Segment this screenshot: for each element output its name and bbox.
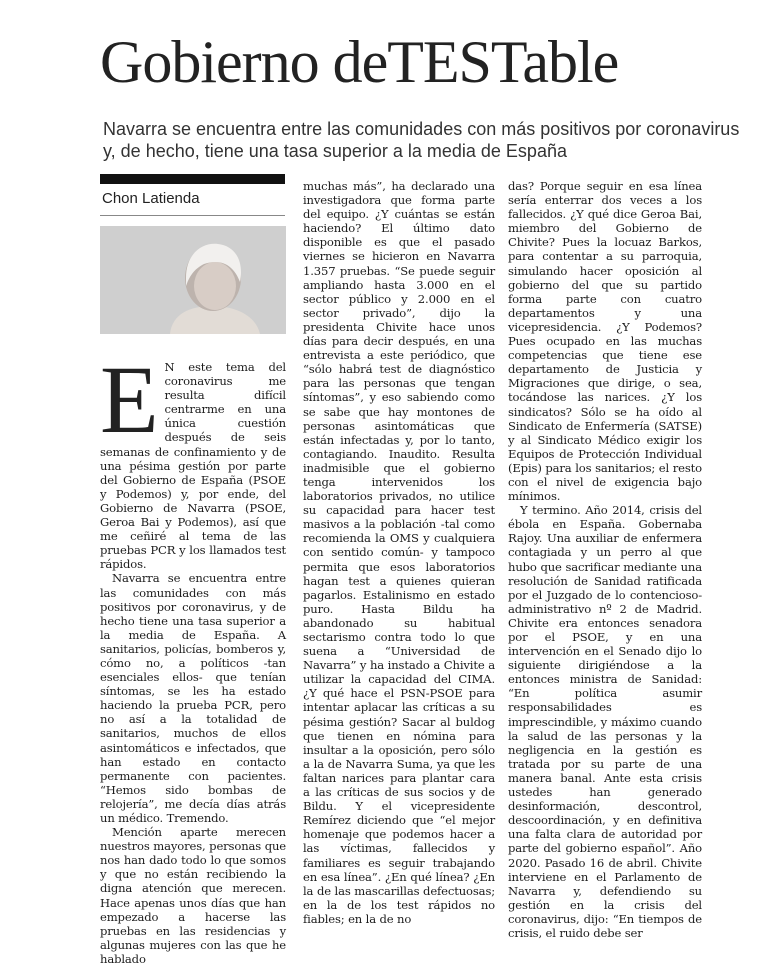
- subhead: Navarra se encuentra entre las comunidades con más positivos por coronavirus y, de hecho, tiene una tasa superior a la media de España: [103, 119, 740, 161]
- author-portrait-icon: [100, 226, 286, 334]
- paragraph: Y termino. Año 2014, crisis del ébola en España. Gobernaba Rajoy. Una auxiliar de enfermera contagiada y un perro al que hubo que sacrificar mediante una resolución de Sanidad ratificada por el Juzgado de lo contencioso-administrativo nº 2 de Madrid. Chivite era entonces senadora por el PSOE, y en una intervención en el Senado dijo lo siguiente dirigiéndose a la entonces ministra de Sanidad: “En política asumir responsabilidades es imprescindible, y máximo cuando la salud de las personas y la negligencia en la gestión es tratada por su parte de una manera banal. Ante esta crisis ustedes han generado desinformación, descontrol, descoordinación, y en definitiva una falta clara de autoridad por parte del gobierno español”. Año 2020. Pasado 16 de abril. Chivite interviene en el Parlamento de Navarra y, defendiendo su gestión en la crisis del coronavirus, dijo: “En tiempos de crisis, el ruido debe ser: [508, 503, 702, 940]
- dropcap: E: [100, 346, 159, 453]
- headline: Gobierno deTESTable: [100, 29, 619, 95]
- paragraph: Mención aparte merecen nuestros mayores, personas que nos han dado todo lo que somos y que no están recibiendo la digna atención que merecen. Hace apenas unos días que han empezado a hacerse las pruebas en las residencias y algunas mujeres con las que he hablado: [100, 825, 286, 966]
- paragraph: N este tema del coronavirus me resulta difícil centrarme en una única cuestión después de seis semanas de confinamiento y de una pésima gestión por parte del Gobierno de España (PSOE y Podemos) y, por ende, del Gobierno de Navarra (PSOE, Geroa Bai y Podemos), así que me ceñiré al tema de las pruebas PCR y los llamados test rápidos.: [100, 360, 286, 572]
- article-column-3: [508, 179, 702, 940]
- paragraph: Navarra se encuentra entre las comunidades con más positivos por coronavirus, y de hecho tiene una tasa superior a la media de España. A sanitarios, policías, bomberos y, cómo no, a políticos -tan esenciales ellos- que tenían síntomas, se les ha estado haciendo la prueba PCR, pero no así a la totalidad de sanitarios, muchos de ellos asintomáticos e infectados, que han estado en contacto permanente con pacientes. “Hemos sido bombas de relojería”, me decía días atrás un médico. Tremendo.: [100, 571, 286, 825]
- byline-divider: [100, 215, 285, 216]
- paragraph: das? Porque seguir en esa línea sería enterrar dos veces a los fallecidos. ¿Y qué dice Geroa Bai, miembro del Gobierno de Chivite? Pues la locuaz Barkos, para contentar a su parroquia, simulando hacer oposición al gobierno del que su partido forma parte con cuatro departamentos y una vicepresidencia. ¿Y Podemos? Pues ocupado en las muchas competencias que tiene ese departamento de Justicia y Migraciones que dirige, o sea, tocándose las narices. ¿Y los sindicatos? Sólo se ha oído al Sindicato de Enfermería (SATSE) y al Sindicato Médico exigir los Equipos de Protección Individual (Epis) para los sanitarios; el resto con el nivel de exigencia bajo mínimos.: [508, 179, 702, 504]
- article-column-2: [303, 179, 495, 926]
- paragraph: muchas más”, ha declarado una investigadora que forma parte del equipo. ¿Y cuántas se están haciendo? El último dato disponible es que el pasado viernes se hicieron en Navarra 1.357 pruebas. “Se puede seguir ampliando hasta 3.000 en el sector público y 2.000 en el sector privado”, dijo la presidenta Chivite hace unos días para decir después, en una entrevista a este periódico, que “sólo habrá test de diagnóstico para las personas que tengan síntomas”, y eso sabiendo como se sabe que hay montones de personas asintomáticas que están infectadas y, por lo tanto, contagiando. Inaudito. Resulta inadmisible que el gobierno tenga intervenidos los laboratorios privados, no utilice su capacidad para hacer test masivos a la población -tal como recomienda la OMS y cualquiera con sentido común- y tampoco permita que esos laboratorios hagan test a quienes quieran pagarlos. Estalinismo en estado puro. Hasta Bildu ha abandonado su habitual sectarismo contra todo lo que suena a “Universidad de Navarra” y ha instado a Chivite a utilizar la capacidad del CIMA. ¿Y qué hace el PSN-PSOE para intentar aplacar las críticas a su pésima gestión? Sacar al buldog que tienen en nómina para insultar a la oposición, pero sólo a la de Navarra Suma, ya que les faltan narices para plantar cara a las críticas de sus socios y de Bildu. Y el vicepresidente Remírez diciendo que “el mejor homenaje que podemos hacer a las víctimas, fallecidos y familiares es seguir trabajando en esa línea”. ¿En qué línea? ¿En la de las mascarillas defectuosas; en la de los test rápidos no fiables; en la de no: [303, 179, 495, 926]
- byline: Chon Latienda: [102, 190, 200, 207]
- byline-bar: [100, 174, 285, 184]
- author-photo: [100, 226, 286, 334]
- article-column-1: [100, 346, 286, 966]
